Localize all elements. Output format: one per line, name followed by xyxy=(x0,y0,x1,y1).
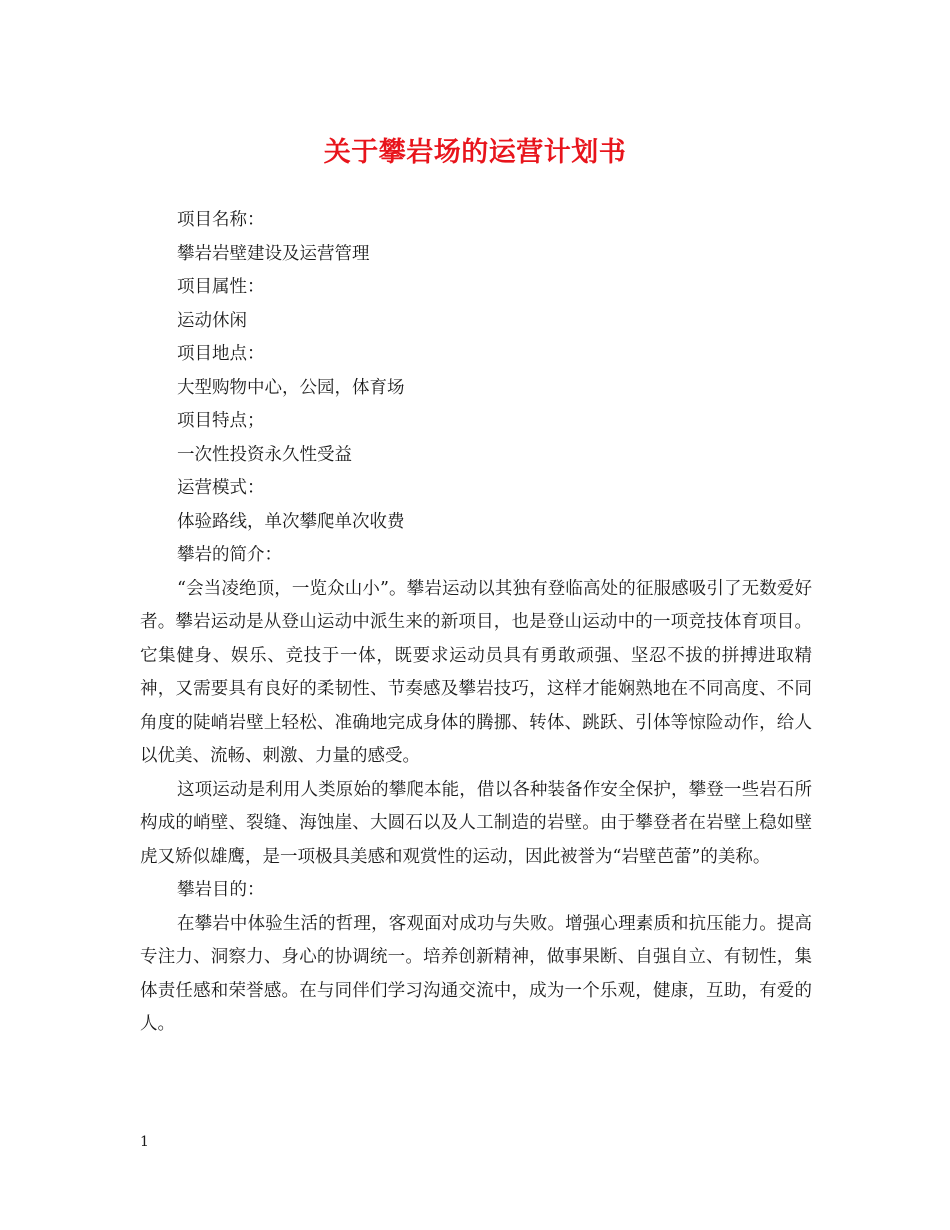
project-feature-label: 项目特点； xyxy=(177,411,265,431)
intro-heading: 攀岩的简介： xyxy=(177,545,282,565)
project-feature-value: 一次性投资永久性受益 xyxy=(177,444,352,465)
project-name-label: 项目名称： xyxy=(177,210,265,230)
project-location-value: 大型购物中心，公园，体育场 xyxy=(177,377,405,398)
project-location-label: 项目地点： xyxy=(177,344,265,364)
operation-mode-value: 体验路线，单次攀爬单次收费 xyxy=(177,511,405,532)
purpose-heading: 攀岩目的： xyxy=(177,880,265,900)
intro-paragraph-1: “会当凌绝顶，一览众山小”。攀岩运动以其独有登临高处的征服感吸引了无数爱好者。攀岩运动是从登山运动中派生来的新项目，也是登山运动中的一项竞技体育项目。它集健身、娱乐、竞技于一体，既要求运动员具有勇敢顽强、坚忍不拔的拼搏进取精神，又需要具有良好的柔韧性、节奏感及攀岩技巧，这样才能娴熟地在不同高度、不同角度的陡峭岩壁上轻松、准确地完成身体的腾挪、转体、跳跃、引体等惊险动作，给人以优美、流畅、刺激、力量的感受。 xyxy=(140,578,812,766)
purpose-paragraph: 在攀岩中体验生活的哲理，客观面对成功与失败。增强心理素质和抗压能力。提高专注力、洞察力、身心的协调统一。培养创新精神，做事果断、自强自立、有韧性，集体责任感和荣誉感。在与同伴们学习沟通交流中，成为一个乐观，健康，互助，有爱的人。 xyxy=(140,913,812,1034)
document-body xyxy=(140,204,812,1042)
project-name-value: 攀岩岩壁建设及运营管理 xyxy=(177,243,370,264)
project-attribute-value: 运动休闲 xyxy=(177,310,247,331)
operation-mode-label: 运营模式： xyxy=(177,478,265,498)
page-number: 1 xyxy=(140,1134,149,1150)
intro-paragraph-2: 这项运动是利用人类原始的攀爬本能，借以各种装备作安全保护，攀登一些岩石所构成的峭壁、裂缝、海蚀崖、大圆石以及人工制造的岩壁。由于攀登者在岩壁上稳如壁虎又矫似雄鹰，是一项极具美感和观赏性的运动，因此被誉为“岩壁芭蕾”的美称。 xyxy=(140,779,812,867)
project-attribute-label: 项目属性： xyxy=(177,277,265,297)
document-title: 关于攀岩场的运营计划书 xyxy=(323,137,627,168)
